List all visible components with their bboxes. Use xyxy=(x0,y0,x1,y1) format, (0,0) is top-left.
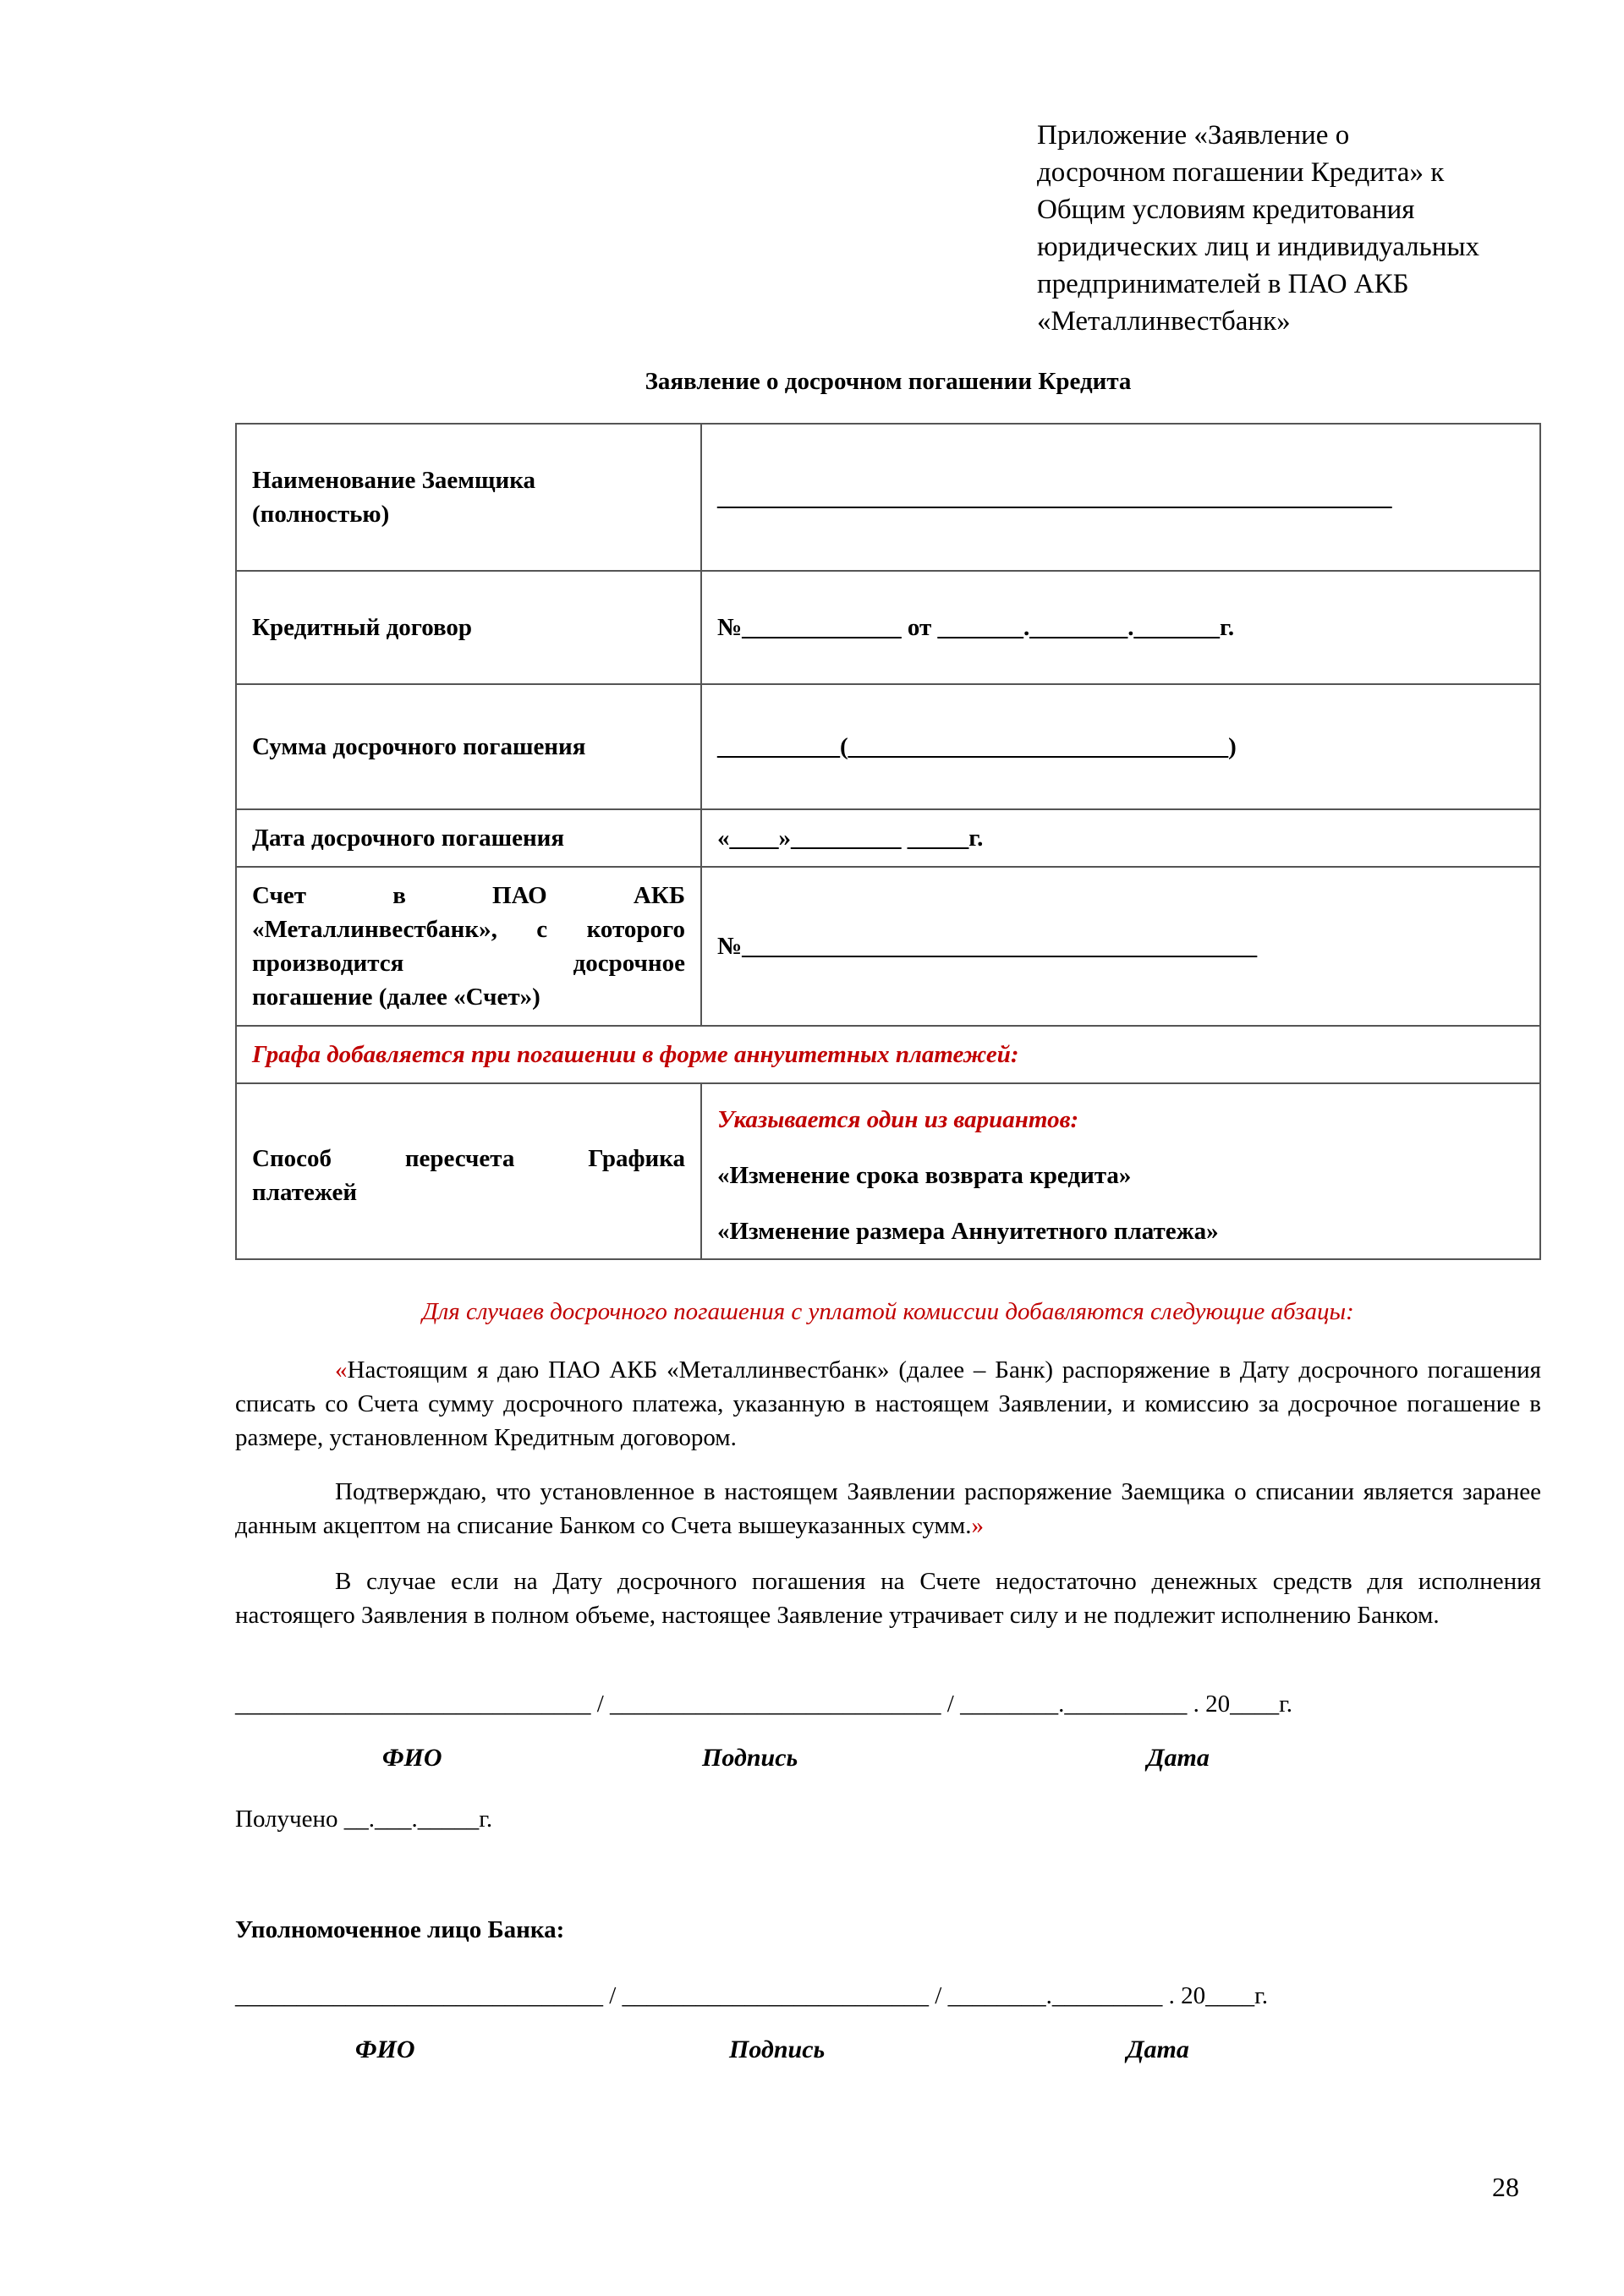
authorized-person-label: Уполномоченное лицо Банка: xyxy=(235,1916,565,1943)
table-row xyxy=(236,1026,1540,1083)
recalculation-method-field xyxy=(701,1083,1540,1259)
date-label: Дата xyxy=(1147,1744,1210,1772)
repayment-date-field[interactable]: «____»_________ _____г. xyxy=(701,809,1540,867)
annuity-note: Графа добавляется при погашении в форме аннуитетных платежей: xyxy=(236,1026,1540,1083)
repayment-date-label: Дата досрочного погашения xyxy=(236,809,701,867)
table-row xyxy=(236,1083,1540,1259)
table-row xyxy=(236,684,1540,809)
appendix-line: юридических лиц и индивидуальных xyxy=(1037,232,1480,262)
appendix-header xyxy=(1037,117,1544,340)
paragraph-order xyxy=(235,1353,1541,1455)
account-field[interactable]: №__________________________________________ xyxy=(701,867,1540,1026)
label-line: «Металлинвестбанк», с которого xyxy=(252,916,685,943)
fio-label: ФИО xyxy=(382,1744,442,1772)
appendix-line: Общим условиям кредитования xyxy=(1037,195,1415,225)
document-title: Заявление о досрочном погашении Кредита xyxy=(645,368,1132,395)
received-date: Получено __.___._____г. xyxy=(235,1806,493,1833)
label-line: производится досрочное xyxy=(252,950,685,977)
paragraph-order-text: Настоящим я даю ПАО АКБ «Металлинвестбанк» (далее – Банк) распоряжение в Дату досрочного погашения списать со Счета сумму досрочного платежа, указанную в настоящем Заявлении, и комиссию за досрочное погашение в размере, установленном Кредитным договором. xyxy=(235,1356,1541,1451)
appendix-line: предпринимателей в ПАО АКБ xyxy=(1037,269,1409,299)
open-quote: « xyxy=(335,1356,348,1384)
method-option-term[interactable]: «Изменение срока возврата кредита» xyxy=(717,1162,1132,1189)
date-label: Дата xyxy=(1127,2036,1189,2063)
paragraph-insufficient-funds: В случае если на Дату досрочного погашения на Счете недостаточно денежных средств для исполнения настоящего Заявления в полном объеме, настоящее Заявление утрачивает силу и не подлежит исполнению Банком. xyxy=(235,1568,1541,1629)
signature-label: Подпись xyxy=(702,1744,798,1772)
credit-contract-label: Кредитный договор xyxy=(236,571,701,684)
appendix-line: Приложение «Заявление о xyxy=(1037,120,1350,151)
page-number: 28 xyxy=(1492,2172,1519,2202)
label-line: погашение (далее «Счет») xyxy=(252,984,540,1011)
signature-line-borrower[interactable]: _____________________________ / ___________________________ / ________.__________ . 20____г. xyxy=(235,1690,1292,1718)
credit-contract-field[interactable]: №_____________ от _______.________._______г. xyxy=(701,571,1540,684)
fio-label: ФИО xyxy=(355,2036,415,2063)
application-form-table xyxy=(235,423,1541,1260)
signature-label: Подпись xyxy=(729,2036,826,2063)
recalculation-method-label xyxy=(236,1083,701,1259)
paragraph-acceptance xyxy=(235,1475,1541,1543)
label-line: Способ пересчета Графика xyxy=(252,1145,685,1172)
label-line: платежей xyxy=(252,1179,358,1206)
label-line: Наименование Заемщика xyxy=(252,467,535,494)
table-row xyxy=(236,424,1540,571)
paragraph-acceptance-text: Подтверждаю, что установленное в настоящем Заявлении распоряжение Заемщика о списании является заранее данным акцептом на списание Банком со Счета вышеуказанных сумм. xyxy=(235,1478,1541,1539)
borrower-name-label xyxy=(236,424,701,571)
label-line: (полностью) xyxy=(252,501,390,528)
close-quote: » xyxy=(971,1512,985,1539)
table-row xyxy=(236,809,1540,867)
repayment-amount-field[interactable]: __________(_______________________________) xyxy=(701,684,1540,809)
appendix-line: досрочном погашении Кредита» к xyxy=(1037,157,1445,188)
signature-line-bank[interactable]: ______________________________ / _________________________ / ________._________ . 20____г. xyxy=(235,1982,1268,2009)
appendix-line: «Металлинвестбанк» xyxy=(1037,306,1291,337)
repayment-amount-label: Сумма досрочного погашения xyxy=(236,684,701,809)
table-row xyxy=(236,571,1540,684)
table-row xyxy=(236,867,1540,1026)
label-line: Счет в ПАО АКБ xyxy=(252,882,685,909)
method-option-payment[interactable]: «Изменение размера Аннуитетного платежа» xyxy=(717,1218,1219,1245)
commission-note: Для случаев досрочного погашения с уплатой комиссии добавляются следующие абзацы: xyxy=(422,1298,1354,1325)
borrower-name-field[interactable]: _______________________________________________________ xyxy=(701,424,1540,571)
account-label xyxy=(236,867,701,1026)
method-hint: Указывается один из вариантов: xyxy=(717,1106,1079,1133)
